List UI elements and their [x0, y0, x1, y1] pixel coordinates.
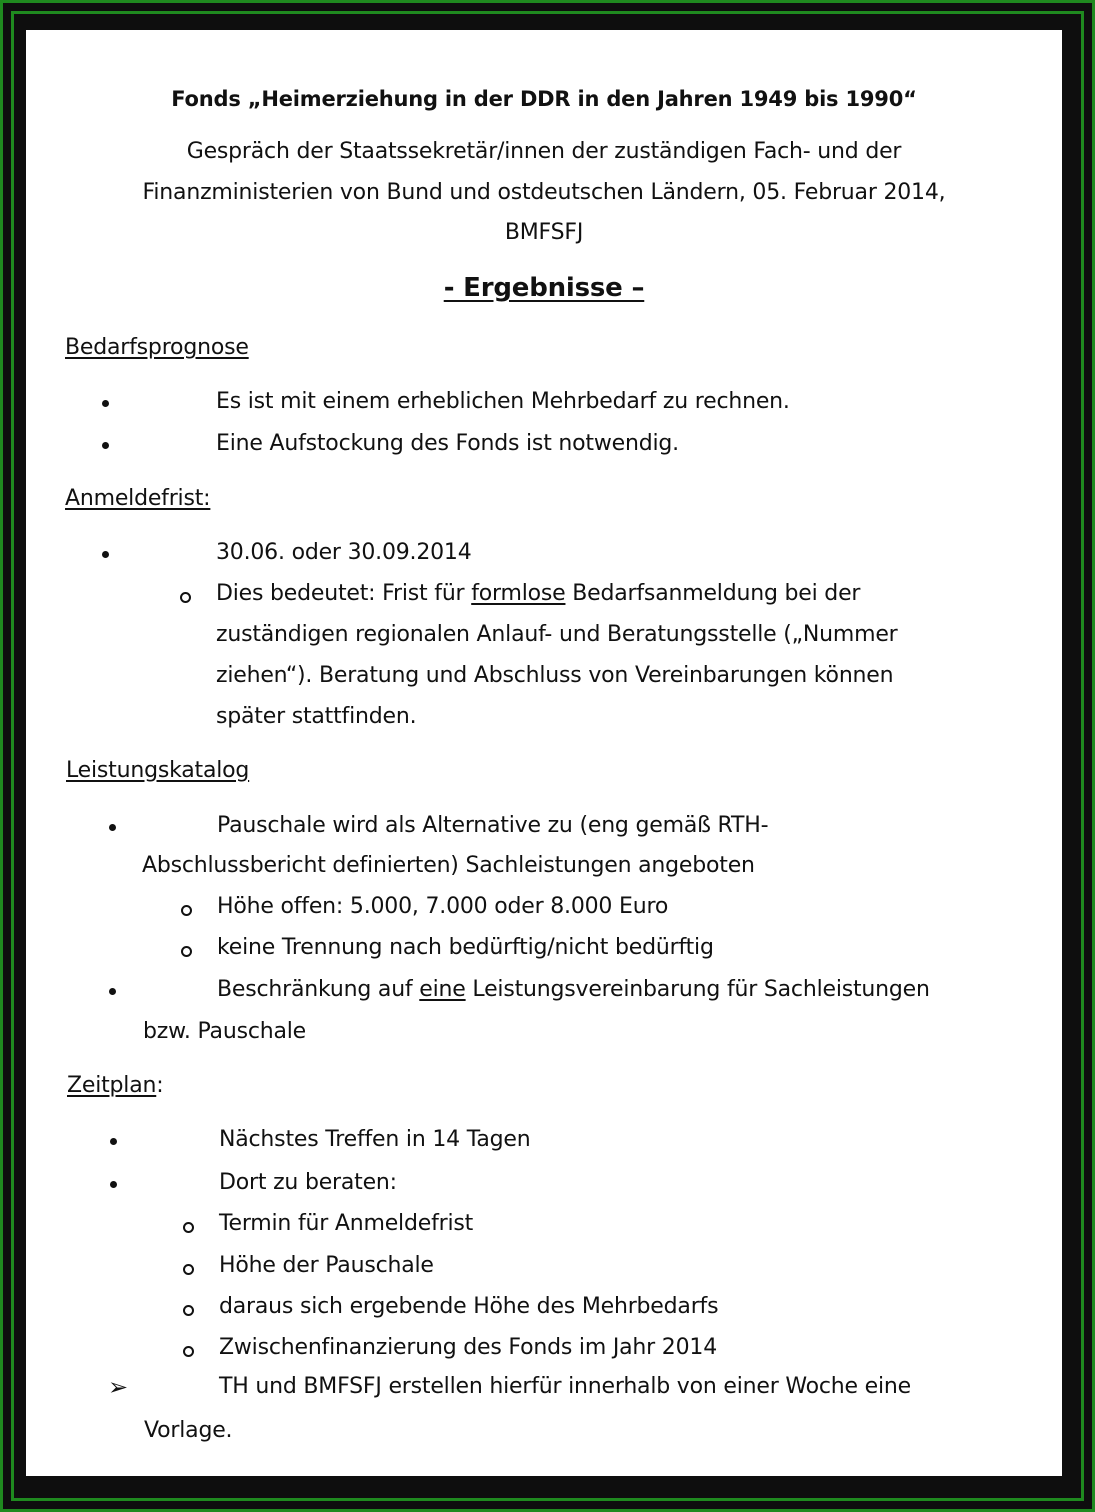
bullet-icon: [102, 442, 109, 449]
list-item: 30.06. oder 30.09.2014: [216, 540, 472, 565]
results-heading: - Ergebnisse –: [443, 273, 645, 303]
sub-list-item: Zwischenfinanzierung des Fonds im Jahr 2014: [219, 1335, 717, 1360]
bullet-icon: [110, 1138, 117, 1145]
list-item: Pauschale wird als Alternative zu (eng gemäß RTH-: [217, 813, 769, 838]
list-item: Es ist mit einem erheblichen Mehrbedarf zu rechnen.: [216, 389, 790, 414]
sub-item-continuation: später stattfinden.: [216, 704, 417, 729]
bullet-icon: [110, 1181, 117, 1188]
sub-list-item: keine Trennung nach bedürftig/nicht bedürftig: [217, 935, 714, 960]
sub-bullet-circle-icon: [183, 1264, 194, 1275]
heading-text: Zeitplan: [67, 1073, 157, 1098]
section-heading-anmeldefrist: Anmeldefrist:: [65, 486, 211, 511]
bullet-icon: [109, 824, 116, 831]
arrow-bullet-icon: ➢: [108, 1373, 129, 1401]
list-item: [217, 976, 930, 1004]
underlined-word: eine: [419, 977, 466, 1002]
bullet-icon: [102, 400, 109, 407]
sub-bullet-circle-icon: [183, 1305, 194, 1316]
section-heading-bedarfsprognose: Bedarfsprognose: [65, 335, 249, 360]
sub-item-continuation: zuständigen regionalen Anlauf- und Beratungsstelle („Nummer: [216, 622, 898, 647]
list-item: Dort zu beraten:: [219, 1170, 397, 1195]
sub-item-text: Dies bedeutet: Frist für: [216, 581, 472, 606]
subtitle-line-1: Gespräch der Staatssekretär/innen der zuständigen Fach- und der: [186, 139, 902, 164]
sub-list-item: daraus sich ergebende Höhe des Mehrbedarfs: [219, 1294, 719, 1319]
document-page: [26, 30, 1062, 1476]
list-item: Eine Aufstockung des Fonds ist notwendig.: [216, 431, 679, 456]
sub-item-continuation: ziehen“). Beratung und Abschluss von Vereinbarungen können: [216, 663, 894, 688]
sub-list-item: Termin für Anmeldefrist: [219, 1211, 474, 1236]
item-text: Beschränkung auf: [217, 977, 420, 1002]
item-text: Leistungsvereinbarung für Sachleistungen: [465, 977, 930, 1002]
sub-item-text: Bedarfsanmeldung bei der: [565, 581, 861, 606]
document-title: Fonds „Heimerziehung in der DDR in den Jahren 1949 bis 1990“: [171, 87, 917, 111]
sub-list-item: Höhe der Pauschale: [219, 1253, 434, 1278]
section-heading-zeitplan: [67, 1072, 163, 1100]
sub-bullet-circle-icon: [180, 592, 191, 603]
sub-bullet-circle-icon: [181, 946, 192, 957]
list-item-continuation: bzw. Pauschale: [143, 1019, 307, 1044]
bullet-icon: [102, 551, 109, 558]
heading-colon: :: [156, 1073, 164, 1098]
sub-bullet-circle-icon: [181, 905, 192, 916]
arrow-item: TH und BMFSFJ erstellen hierfür innerhalb von einer Woche eine: [219, 1374, 912, 1399]
bullet-icon: [109, 988, 116, 995]
sub-bullet-circle-icon: [183, 1222, 194, 1233]
sub-bullet-circle-icon: [183, 1346, 194, 1357]
underlined-word: formlose: [471, 581, 566, 606]
list-item: Nächstes Treffen in 14 Tagen: [219, 1127, 531, 1152]
sub-list-item: [216, 580, 860, 608]
subtitle-line-3: BMFSFJ: [504, 220, 584, 245]
subtitle-line-2: Finanzministerien von Bund und ostdeutschen Ländern, 05. Februar 2014,: [142, 180, 946, 205]
arrow-item-continuation: Vorlage.: [144, 1418, 233, 1443]
sub-list-item: Höhe offen: 5.000, 7.000 oder 8.000 Euro: [217, 894, 669, 919]
section-heading-leistungskatalog: Leistungskatalog: [66, 758, 250, 783]
list-item-continuation: Abschlussbericht definierten) Sachleistungen angeboten: [142, 853, 755, 878]
